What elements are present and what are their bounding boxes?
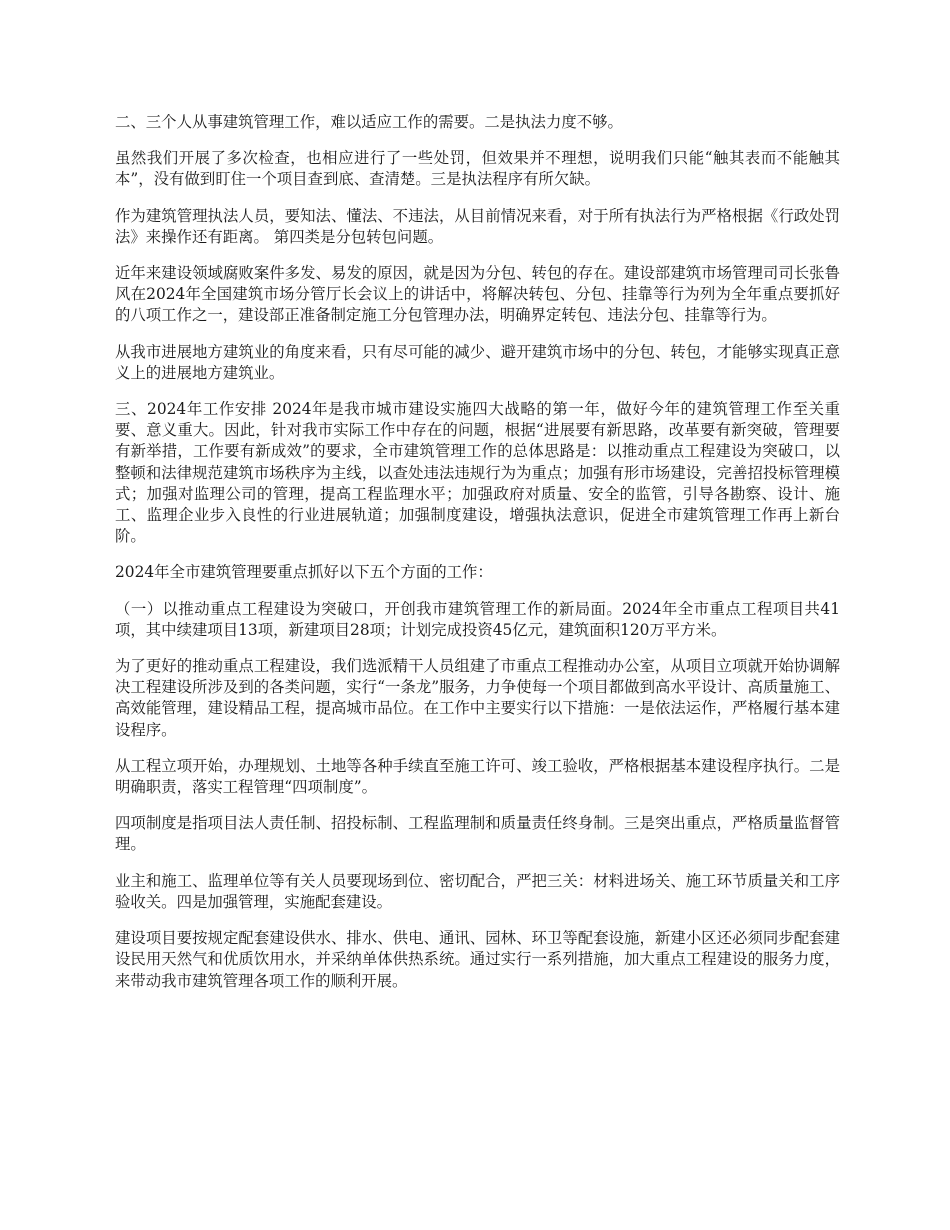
paragraph: 四项制度是指项目法人责任制、招投标制、工程监理制和质量责任终身制。三是突出重点，严格质量监督管理。 (115, 814, 840, 854)
document-body (115, 112, 840, 1007)
paragraph: 从工程立项开始，办理规划、土地等各种手续直至施工许可、竣工验收，严格根据基本建设程序执行。二是明确职责，落实工程管理“四项制度”。 (115, 756, 840, 797)
paragraph: 从我市进展地方建筑业的角度来看，只有尽可能的减少、避开建筑市场中的分包、转包，才能够实现真正意义上的进展地方建筑业。 (115, 342, 840, 382)
paragraph: 作为建筑管理执法人员，要知法、懂法、不违法，从目前情况来看，对于所有执法行为严格根据《行政处罚法》来操作还有距离。 第四类是分包转包问题。 (115, 206, 840, 246)
paragraph: 二、三个人从事建筑管理工作，难以适应工作的需要。二是执法力度不够。 (115, 113, 623, 131)
paragraph: （一）以推动重点工程建设为突破口，开创我市建筑管理工作的新局面。2024年全市重点工程项目共41项，其中续建项目13项，新建项目28项；计划完成投资45亿元，建筑面积120万平方米。 (115, 599, 840, 639)
paragraph: 三、2024年工作安排 2024年是我市城市建设实施四大战略的第一年，做好今年的建筑管理工作至关重要、意义重大。因此，针对我市实际工作中存在的问题，根据“进展要有新思路，改革要有新突破，管理要有新举措，工作要有新成效”的要求，全市建筑管理工作的总体思路是：以推动重点工程建设为突破口，以整顿和法律规范建筑市场秩序为主线，以查处违法违规行为为重点；加强有形市场建设，完善招投标管理模式；加强对监理公司的管理，提高工程监理水平；加强政府对质量、安全的监管，引导各勘察、设计、施工、监理企业步入良性的行业进展轨道；加强制度建设，增强执法意识，促进全市建筑管理工作再上新台阶。 (115, 400, 840, 546)
paragraph: 虽然我们开展了多次检查，也相应进行了一些处罚，但效果并不理想，说明我们只能“触其表而不能触其本”，没有做到盯住一个项目查到底、查清楚。三是执法程序有所欠缺。 (115, 149, 840, 189)
paragraph: 建设项目要按规定配套建设供水、排水、供电、通讯、园林、环卫等配套设施，新建小区还必须同步配套建设民用天然气和优质饮用水，并采纳单体供热系统。通过实行一系列措施，加大重点工程建设的服务力度，来带动我市建筑管理各项工作的顺利开展。 (115, 929, 840, 990)
paragraph: 为了更好的推动重点工程建设，我们选派精干人员组建了市重点工程推动办公室，从项目立项就开始协调解决工程建设所涉及到的各类问题，实行“一条龙”服务，力争使每一个项目都做到高水平设计、高质量施工、高效能管理，建设精品工程，提高城市品位。在工作中主要实行以下措施：一是依法运作，严格履行基本建设程序。 (115, 657, 840, 739)
paragraph: 业主和施工、监理单位等有关人员要现场到位、密切配合，严把三关：材料进场关、施工环节质量关和工序验收关。四是加强管理，实施配套建设。 (115, 871, 840, 911)
paragraph: 2024年全市建筑管理要重点抓好以下五个方面的工作： (115, 563, 493, 582)
paragraph: 近年来建设领域腐败案件多发、易发的原因，就是因为分包、转包的存在。建设部建筑市场管理司司长张鲁风在2024年全国建筑市场分管厅长会议上的讲话中，将解决转包、分包、挂靠等行为列为全年重点要抓好的八项工作之一，建设部正准备制定施工分包管理办法，明确界定转包、违法分包、挂靠等行为。 (115, 264, 840, 325)
